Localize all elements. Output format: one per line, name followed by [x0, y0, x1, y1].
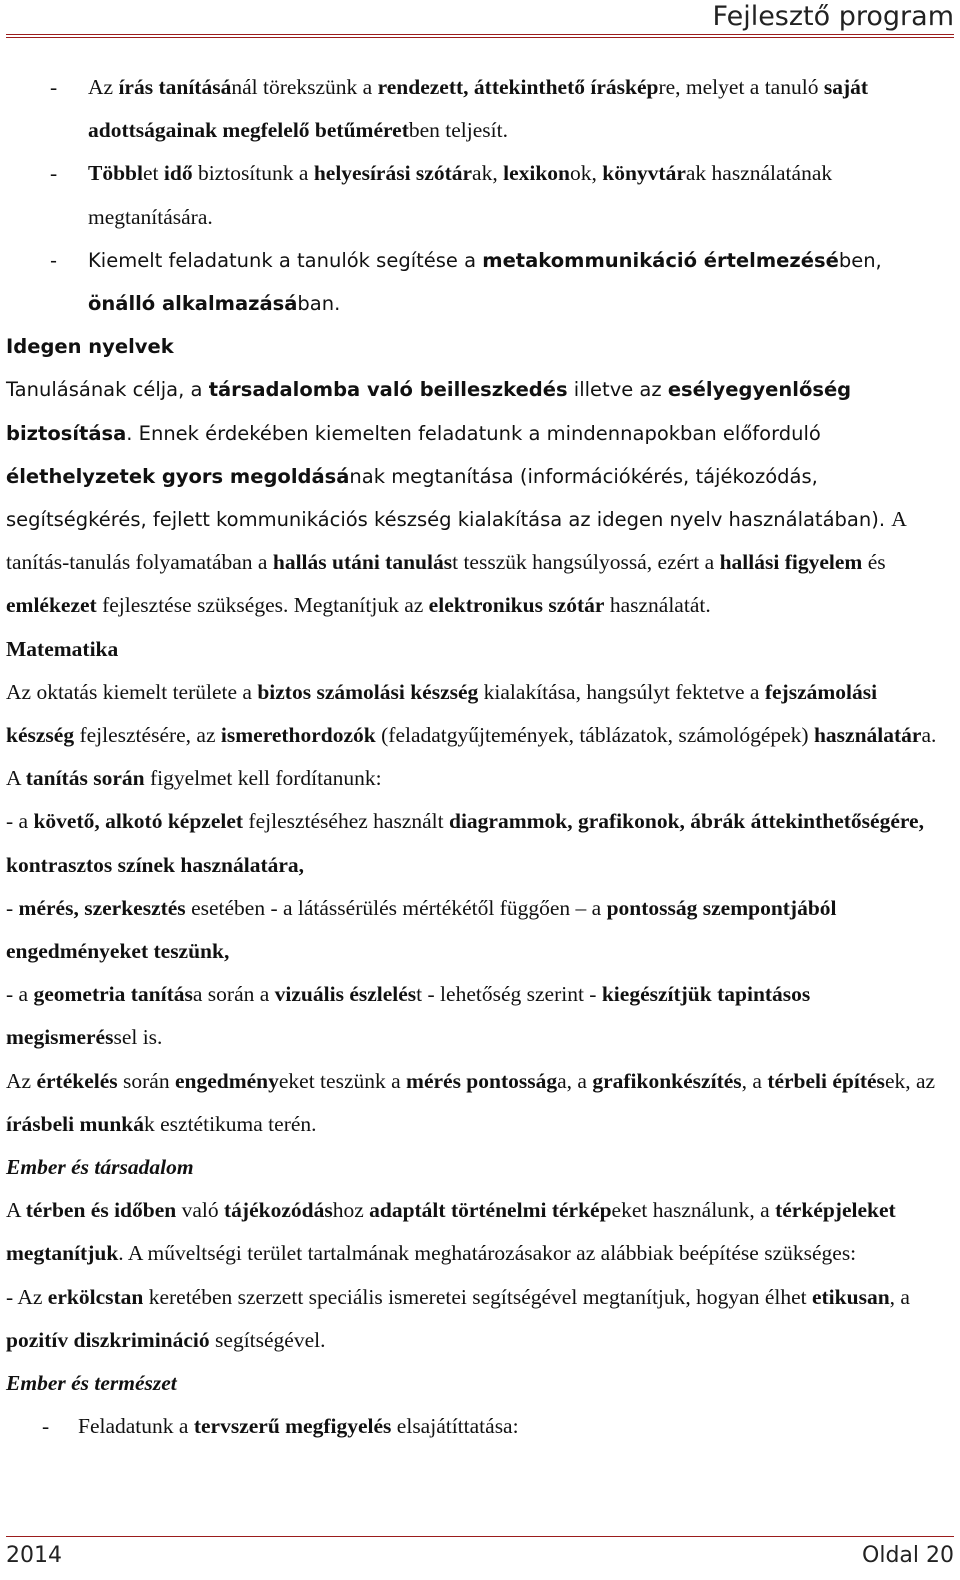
bold-text: etikusan	[811, 1284, 890, 1309]
text-run: Ember és társadalom	[6, 1155, 194, 1180]
text-run: et	[142, 161, 164, 186]
bold-text: grafikonkészítés	[592, 1068, 742, 1093]
bold-text: élethelyzetek gyors megoldásá	[6, 464, 350, 488]
list-dash: -	[50, 75, 58, 99]
text-run: fejlesztésére, az	[74, 723, 221, 748]
bold-text: írás tanításá	[118, 75, 232, 99]
text-run: Tanulásának célja, a	[6, 378, 209, 402]
paragraph	[6, 1276, 946, 1362]
bold-text: mérés, szerkesztés	[18, 895, 186, 920]
text-run: t - lehetőség szerint -	[416, 982, 602, 1007]
text-run: használatát.	[604, 593, 711, 618]
footer-page-number: Oldal 20	[862, 1543, 954, 1568]
text-run: . Ennek érdekében kiemelten feladatunk a mindennapokban előforduló	[126, 421, 821, 445]
bold-text: tanítás során	[25, 766, 145, 791]
bold-text: könyvtár	[602, 161, 686, 186]
text-run: Az	[6, 1068, 37, 1093]
text-run: a, a	[557, 1068, 593, 1093]
text-run: Idegen nyelvek	[6, 335, 174, 359]
bold-text: geometria tanítás	[33, 982, 193, 1007]
text-run: hoz	[332, 1198, 370, 1223]
section-heading	[6, 1146, 946, 1189]
bold-text: emlékezet	[6, 593, 97, 618]
bold-text: adaptált történelmi térkép	[369, 1198, 612, 1223]
bold-text: használatár	[813, 723, 922, 748]
text-run: Feladatunk a	[78, 1414, 194, 1439]
text-run: -	[6, 895, 19, 920]
bold-text: térben és időben	[25, 1198, 177, 1223]
bold-text: hallás utáni tanulás	[272, 550, 453, 575]
bold-text: Többl	[88, 161, 143, 186]
bold-text: tervszerű megfigyelés	[193, 1414, 392, 1439]
bold-text: elektronikus szótár	[428, 593, 605, 618]
paragraph	[6, 368, 946, 627]
bold-text: pontosság szempontjából engedményeket teszünk,	[6, 895, 837, 964]
bold-text: fejszámolási készség	[6, 679, 878, 748]
list-dash: -	[50, 248, 58, 272]
text-run: , a	[741, 1068, 768, 1093]
text-run: Ember és természet	[6, 1371, 177, 1396]
section-heading	[6, 1362, 946, 1405]
bold-text: írásbeli munká	[6, 1111, 144, 1136]
text-run: Matematika	[6, 636, 119, 661]
text-run: fejlesztéséhez használt	[243, 809, 449, 834]
bold-text: hallási figyelem	[719, 550, 863, 575]
bold-text: követő, alkotó képzelet	[33, 809, 244, 834]
footer-year: 2014	[6, 1543, 62, 1568]
bold-text: vizuális észlelés	[274, 982, 417, 1007]
text-run: és	[862, 550, 886, 575]
bold-text: ismerethordozók	[220, 723, 376, 748]
bold-text: rendezett, áttekinthető íráskép	[377, 75, 659, 99]
text-run: ak,	[472, 161, 504, 186]
list-item	[6, 152, 946, 238]
bold-text: pozitív diszkrimináció	[6, 1327, 210, 1352]
text-run: nak megtanítása (információkérés, tájékozódás, segítségkérés, fejlett kommunikációs készség kialakítása az idegen nyelv használatában).	[6, 464, 892, 532]
text-run: (feladatgyűjtemények, táblázatok, számológépek)	[375, 723, 814, 748]
bold-text: diagrammok, grafikonok, ábrák áttekinthetőségére, kontrasztos színek használatára,	[6, 809, 924, 877]
text-run: során	[117, 1068, 175, 1093]
bold-text: erkölcstan	[47, 1284, 144, 1309]
text-run: a.	[921, 723, 937, 748]
text-run: elsajátíttatása:	[391, 1414, 519, 1439]
list-item	[6, 239, 946, 325]
page-footer	[6, 1536, 954, 1577]
text-run: eket használunk, a	[611, 1198, 776, 1223]
text-run: Az	[88, 75, 119, 99]
text-run: segítségével.	[209, 1327, 326, 1352]
text-run: - a	[6, 809, 34, 834]
section-heading	[6, 325, 946, 368]
paragraph	[6, 757, 946, 800]
bold-text: saját adottságainak megfelelő betűméret	[88, 75, 869, 143]
text-run: A tanítás-tanulás folyamatában a	[6, 507, 906, 575]
text-run: illetve az	[567, 378, 668, 402]
bold-text: társadalomba való beilleszkedés	[208, 378, 568, 402]
list-dash: -	[50, 161, 58, 186]
section-heading	[6, 628, 946, 671]
text-run: fejlesztése szükséges. Megtanítjuk az	[96, 593, 429, 618]
bold-text: térképjeleket megtanítjuk	[6, 1198, 896, 1266]
list-dash: -	[42, 1414, 50, 1439]
list-item	[6, 1405, 946, 1448]
running-header	[344, 0, 960, 38]
text-run: re, melyet a tanuló	[658, 75, 824, 99]
text-run: k esztétikuma terén.	[144, 1111, 317, 1136]
text-run: - Az	[6, 1284, 48, 1309]
bold-text: térbeli építés	[767, 1068, 885, 1093]
text-run: ban.	[297, 292, 341, 316]
bold-text: biztos számolási készség	[257, 679, 479, 704]
text-run: ek, az	[884, 1068, 936, 1093]
text-run: a során a	[192, 982, 275, 1007]
text-run: ben,	[838, 248, 882, 272]
bold-text: önálló alkalmazásá	[88, 292, 298, 316]
header-rule	[6, 34, 954, 38]
bold-text: esélyegyenlőség biztosítása	[6, 378, 852, 445]
paragraph	[6, 1060, 946, 1146]
text-run: A	[6, 766, 26, 791]
paragraph	[6, 1189, 946, 1275]
paragraph	[6, 887, 946, 973]
text-run: keretében szerzett speciális ismeretei segítségével megtanítjuk, hogyan élhet	[143, 1284, 812, 1309]
bold-text: helyesírási szótár	[313, 161, 473, 186]
text-run: . A műveltségi terület tartalmának meghatározásakor az alábbiak beépítése szükséges:	[118, 1241, 857, 1266]
text-run: nál törekszünk a	[231, 75, 378, 99]
text-run: figyelmet kell fordítanunk:	[144, 766, 382, 791]
bold-text: mérés pontosság	[406, 1068, 558, 1093]
text-run: kialakítása, hangsúlyt fektetve a	[478, 679, 765, 704]
bold-text: tájékozódás	[224, 1198, 333, 1223]
text-run: ben teljesít.	[408, 118, 508, 143]
text-run: ak használatának megtanítására.	[88, 161, 833, 229]
bold-text: idő	[163, 161, 193, 186]
list-item	[6, 66, 946, 152]
text-run: biztosítunk a	[192, 161, 314, 186]
text-run: eket teszünk a	[278, 1068, 407, 1093]
paragraph	[6, 800, 946, 886]
bold-text: értékelés	[36, 1068, 118, 1093]
text-run: ok,	[570, 161, 603, 186]
paragraph	[6, 973, 946, 1059]
text-run: , a	[889, 1284, 910, 1309]
page-body	[6, 66, 946, 1449]
text-run: - a	[6, 982, 34, 1007]
header-title: Fejlesztő program	[712, 1, 954, 32]
text-run: t tesszük hangsúlyossá, ezért a	[452, 550, 720, 575]
bold-text: lexikon	[503, 161, 570, 186]
text-run: sel is.	[113, 1025, 163, 1050]
text-run: A	[6, 1198, 26, 1223]
bold-text: kiegészítjük tapintásos megismerés	[6, 982, 811, 1050]
text-run: esetében - a látássérülés mértékétől függően – a	[185, 895, 607, 920]
text-run: Kiemelt feladatunk a tanulók segítése a	[88, 248, 483, 272]
bold-text: engedmény	[174, 1068, 279, 1093]
text-run: Az oktatás kiemelt területe a	[6, 679, 258, 704]
text-run: való	[176, 1198, 224, 1223]
paragraph	[6, 671, 946, 757]
bold-text: metakommunikáció értelmezésé	[482, 248, 839, 272]
